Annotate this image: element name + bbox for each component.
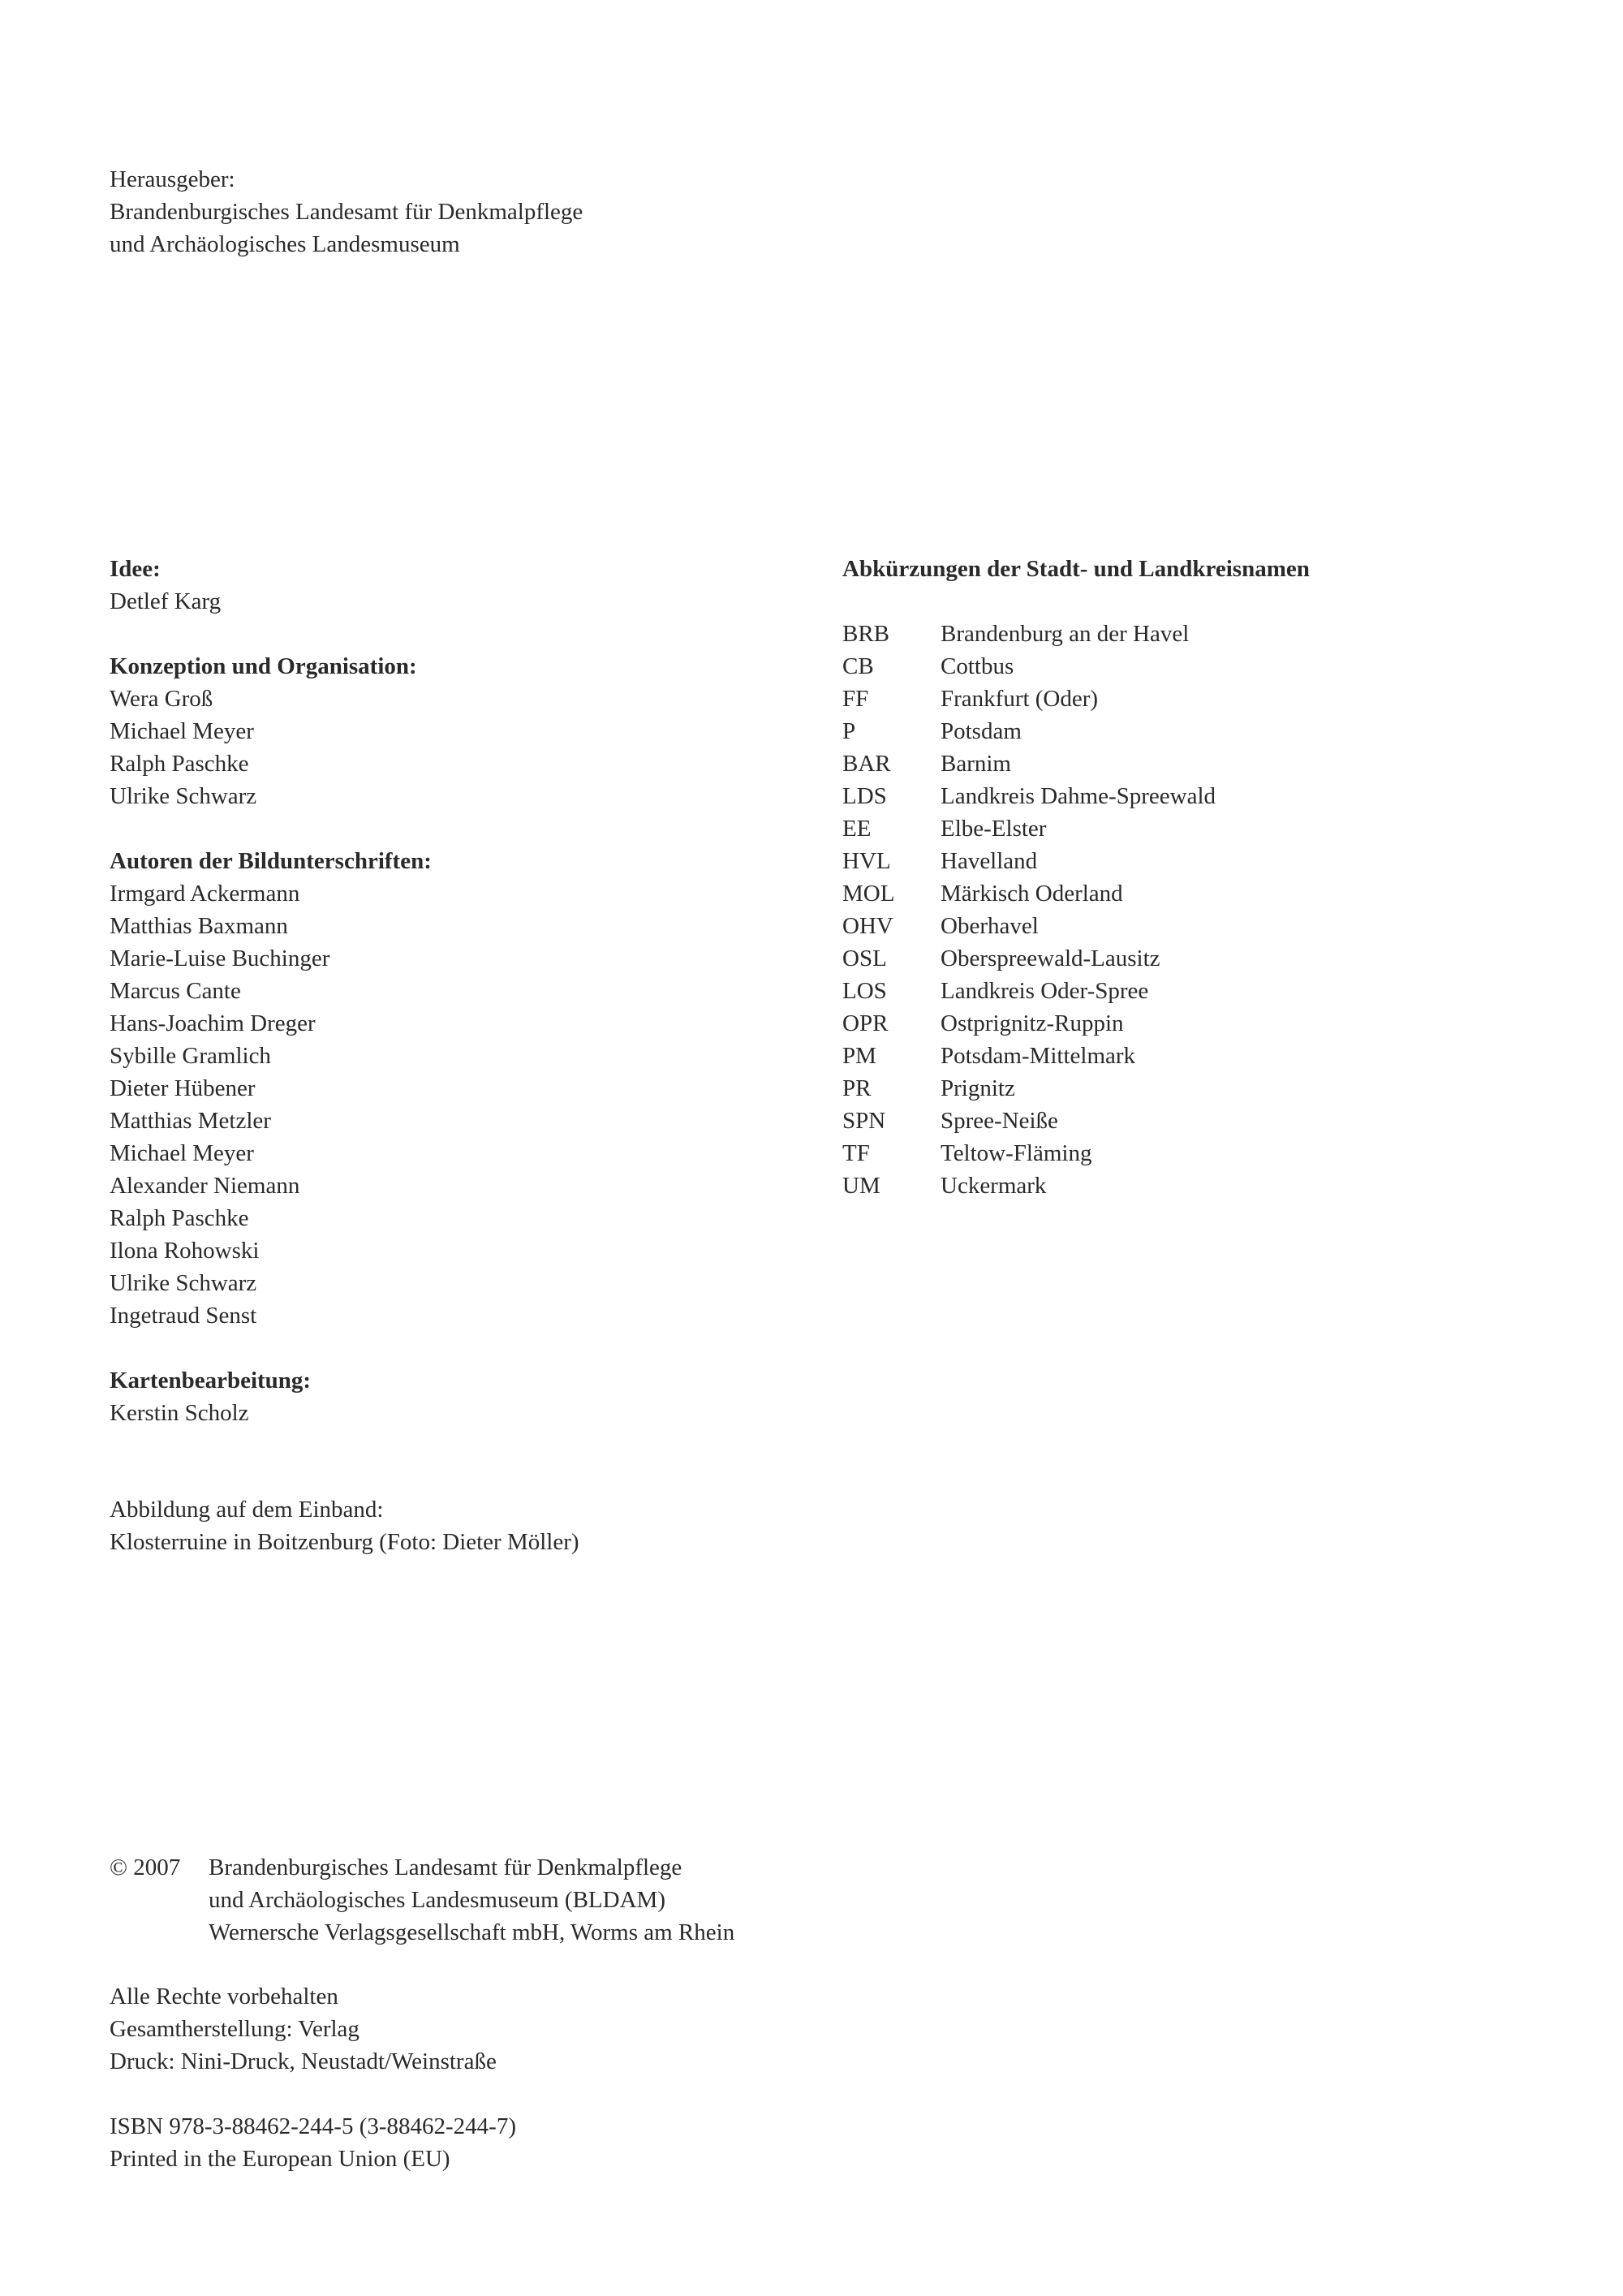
credit-name: Kerstin Scholz (110, 1400, 249, 1426)
abbreviation-name: Oberhavel (941, 913, 1039, 939)
rights-line: Gesamtherstellung: Verlag (110, 2016, 359, 2042)
abbreviation-code: OPR (842, 1010, 889, 1036)
copyright-label: © 2007 (110, 1854, 181, 1880)
abbreviation-name: Landkreis Oder-Spree (941, 978, 1149, 1004)
credits-section-konzeption (110, 650, 432, 812)
abbreviation-name: Brandenburg an der Havel (941, 621, 1190, 647)
credit-name: Detlef Karg (110, 588, 222, 614)
abbreviation-code: MOL (842, 881, 895, 907)
abbreviation-code: HVL (842, 848, 891, 874)
abbreviation-code: PM (842, 1043, 876, 1069)
abbreviation-code: BAR (842, 751, 891, 777)
credit-name: Hans-Joachim Dreger (110, 1010, 316, 1036)
abbreviation-code: EE (842, 816, 872, 842)
abbreviation-name: Landkreis Dahme-Spreewald (941, 783, 1216, 809)
abbreviation-name: Havelland (941, 848, 1038, 874)
credit-name: Alexander Niemann (110, 1173, 300, 1199)
rights-line: Druck: Nini-Druck, Neustadt/Weinstraße (110, 2048, 497, 2074)
credit-name: Wera Groß (110, 686, 213, 712)
abbreviation-code: OSL (842, 946, 887, 971)
credit-name: Irmgard Ackermann (110, 881, 300, 907)
credit-name: Michael Meyer (110, 1140, 254, 1166)
abbreviation-code: LDS (842, 783, 887, 809)
rights-line: Alle Rechte vorbehalten (110, 1984, 338, 2010)
abbreviation-code: PR (842, 1075, 872, 1101)
abbreviation-row (842, 650, 1310, 683)
abbreviation-name: Elbe-Elster (941, 816, 1047, 842)
abbreviation-name: Potsdam (941, 718, 1022, 744)
publisher-line: Brandenburgisches Landesamt für Denkmalpflege (110, 199, 583, 225)
credits-section-karten (110, 1364, 432, 1429)
abbreviation-code: UM (842, 1173, 880, 1199)
copyright-line: Wernersche Verlagsgesellschaft mbH, Worms am Rhein (209, 1919, 735, 1945)
abbreviation-row (842, 1137, 1310, 1170)
abbreviation-name: Barnim (941, 751, 1011, 777)
credit-name: Marie-Luise Buchinger (110, 946, 330, 971)
copyright-row (110, 1851, 734, 1949)
abbreviation-code: P (842, 718, 856, 744)
cover-image-label: Abbildung auf dem Einband: (110, 1497, 384, 1523)
copyright-line: Brandenburgisches Landesamt für Denkmalpflege (209, 1854, 682, 1880)
isbn-line: ISBN 978-3-88462-244-5 (3-88462-244-7) (110, 2113, 516, 2139)
credit-name: Ralph Paschke (110, 751, 249, 777)
abbreviations-column (842, 553, 1310, 1202)
credit-name: Ralph Paschke (110, 1205, 249, 1231)
credit-name: Michael Meyer (110, 718, 254, 744)
credit-name: Matthias Metzler (110, 1108, 271, 1134)
cover-image-caption: Klosterruine in Boitzenburg (Foto: Dieter Möller) (110, 1529, 579, 1555)
section-heading: Idee: (110, 556, 161, 582)
credit-name: Ingetraud Senst (110, 1303, 257, 1329)
abbreviation-code: LOS (842, 978, 887, 1004)
credit-name: Sybille Gramlich (110, 1043, 271, 1069)
abbreviation-name: Frankfurt (Oder) (941, 686, 1099, 712)
abbreviation-row (842, 1040, 1310, 1072)
abbreviation-row (842, 942, 1310, 975)
credit-name: Matthias Baxmann (110, 913, 288, 939)
abbreviations-heading: Abkürzungen der Stadt- und Landkreisnamen (842, 556, 1310, 582)
abbreviation-row (842, 877, 1310, 910)
abbreviation-row (842, 1170, 1310, 1202)
printed-in-line: Printed in the European Union (EU) (110, 2146, 450, 2172)
abbreviation-row (842, 910, 1310, 942)
publisher-label: Herausgeber: (110, 166, 235, 192)
abbreviation-name: Ostprignitz-Ruppin (941, 1010, 1124, 1036)
abbreviation-name: Potsdam-Mittelmark (941, 1043, 1136, 1069)
abbreviation-row (842, 683, 1310, 715)
abbreviation-row (842, 812, 1310, 845)
credit-name: Ulrike Schwarz (110, 1270, 257, 1296)
copyright-line: und Archäologisches Landesmuseum (BLDAM) (209, 1887, 665, 1913)
abbreviation-name: Spree-Neiße (941, 1108, 1058, 1134)
copyright-block (110, 1851, 734, 1949)
publisher-block (110, 163, 583, 261)
abbreviation-name: Teltow-Fläming (941, 1140, 1092, 1166)
cover-image-block (110, 1493, 579, 1558)
copyright-lines (209, 1851, 734, 1949)
abbreviation-name: Prignitz (941, 1075, 1015, 1101)
abbreviation-row (842, 1105, 1310, 1137)
abbreviation-name: Oberspreewald-Lausitz (941, 946, 1160, 971)
publisher-line: und Archäologisches Landesmuseum (110, 231, 460, 257)
abbreviation-name: Uckermark (941, 1173, 1047, 1199)
section-heading: Autoren der Bildunterschriften: (110, 848, 432, 874)
abbreviation-row (842, 747, 1310, 780)
abbreviation-name: Märkisch Oderland (941, 881, 1123, 907)
abbreviation-row (842, 1072, 1310, 1105)
abbreviation-code: BRB (842, 621, 890, 647)
abbreviation-code: FF (842, 686, 869, 712)
credit-name: Ulrike Schwarz (110, 783, 257, 809)
rights-block (110, 1980, 497, 2078)
abbreviation-code: CB (842, 653, 874, 679)
abbreviation-code: OHV (842, 913, 893, 939)
abbreviation-code: TF (842, 1140, 870, 1166)
abbreviation-name: Cottbus (941, 653, 1014, 679)
section-heading: Kartenbearbeitung: (110, 1368, 312, 1394)
abbreviation-row (842, 715, 1310, 747)
section-heading: Konzeption und Organisation: (110, 653, 417, 679)
credits-column (110, 553, 432, 1462)
credits-section-autoren (110, 845, 432, 1332)
credit-name: Dieter Hübener (110, 1075, 256, 1101)
abbreviation-code: SPN (842, 1108, 886, 1134)
abbreviation-row (842, 780, 1310, 812)
credit-name: Ilona Rohowski (110, 1238, 260, 1264)
abbreviation-row (842, 845, 1310, 877)
isbn-block (110, 2110, 516, 2175)
credits-section-idee (110, 553, 432, 618)
abbreviation-row (842, 1007, 1310, 1040)
credit-name: Marcus Cante (110, 978, 241, 1004)
abbreviation-row (842, 618, 1310, 650)
abbreviation-row (842, 975, 1310, 1007)
